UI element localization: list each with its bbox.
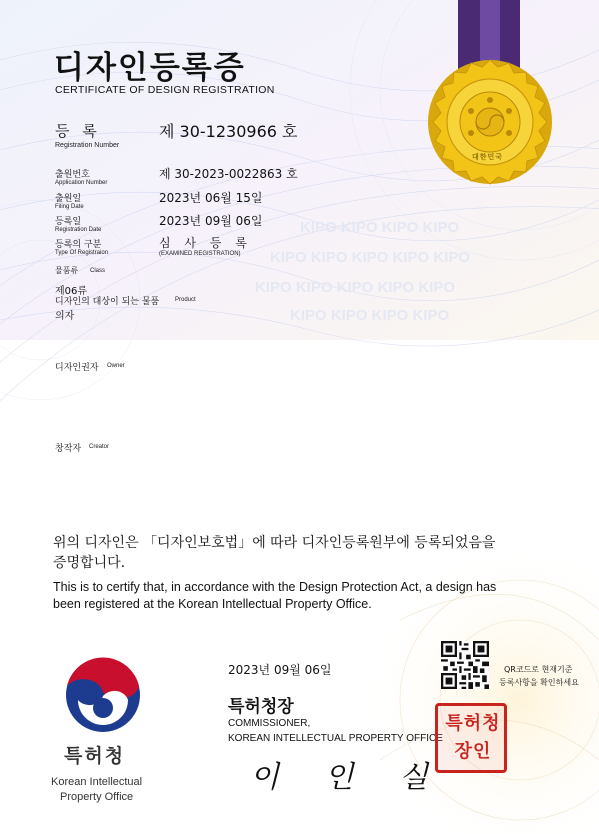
product-label: 디자인의 대상이 되는 물품 bbox=[55, 297, 160, 307]
class-label-en: Class bbox=[90, 268, 106, 274]
issue-date: 2023년 09월 06일 bbox=[228, 663, 332, 677]
svg-text:KIPO KIPO KIPO KIPO: KIPO KIPO KIPO KIPO bbox=[300, 219, 460, 236]
registration-number: 제 30-1230966 호 bbox=[159, 122, 298, 141]
class-value: 제06류 bbox=[55, 286, 88, 297]
registration-date-label-en: Registration Date bbox=[55, 227, 102, 233]
commissioner-title-en-1: COMMISSIONER, bbox=[228, 718, 311, 729]
application-number-label: 출원번호 bbox=[55, 170, 90, 180]
registration-label-en: Registration Number bbox=[55, 142, 120, 149]
seal-text: 특허청장인 bbox=[445, 713, 501, 762]
svg-text:KIPO KIPO KIPO KIPO KIPO: KIPO KIPO KIPO KIPO KIPO bbox=[270, 249, 471, 266]
commissioner-title-en-2: KOREAN INTELLECTUAL PROPERTY OFFICE bbox=[228, 733, 443, 744]
application-number-value: 제 30-2023-0022863 호 bbox=[159, 167, 298, 181]
certification-statement-ko-1: 위의 디자인은 「디자인보호법」에 따라 디자인등록원부에 등록되었음을 bbox=[53, 535, 496, 551]
qr-note-2: 등록사항을 확인하세요 bbox=[499, 678, 579, 687]
page-subtitle: CERTIFICATE OF DESIGN REGISTRATION bbox=[55, 84, 275, 96]
registration-date-value: 2023년 09월 06일 bbox=[159, 214, 263, 228]
kipo-logo-name: 특허청 bbox=[64, 745, 126, 767]
registration-date-label: 등록일 bbox=[55, 217, 82, 227]
certification-statement-en-2: been registered at the Korean Intellectual Property Office. bbox=[53, 597, 372, 611]
registration-type-label-en: Type Of Registraion bbox=[55, 250, 109, 256]
creator-label: 창작자 bbox=[55, 444, 82, 454]
commissioner-signature: 이 인 실 bbox=[250, 760, 447, 795]
application-number-label-en: Application Number bbox=[55, 180, 108, 186]
qr-code[interactable] bbox=[441, 641, 489, 689]
product-value: 의자 bbox=[55, 311, 75, 322]
filing-date-label: 출원일 bbox=[55, 194, 82, 204]
registration-type-value: 심 사 등 록 bbox=[159, 236, 252, 250]
page-title: 디자인등록증 bbox=[54, 50, 246, 86]
owner-label: 디자인권자 bbox=[55, 363, 99, 373]
filing-date-label-en: Filing Date bbox=[55, 204, 84, 210]
registration-type-label: 등록의 구분 bbox=[55, 240, 102, 250]
official-red-seal bbox=[435, 703, 507, 773]
kipo-logo-icon bbox=[64, 656, 142, 734]
certification-statement-ko-2: 증명합니다. bbox=[53, 555, 126, 571]
svg-text:KIPO KIPO KIPO KIPO: KIPO KIPO KIPO KIPO bbox=[290, 307, 450, 324]
kipo-logo-name-en-2: Property Office bbox=[60, 791, 134, 803]
qr-note-1: QR코드로 현재기준 bbox=[504, 665, 573, 674]
filing-date-value: 2023년 06월 15일 bbox=[159, 191, 263, 205]
commissioner-title: 특허청장 bbox=[228, 697, 294, 717]
product-label-en: Product bbox=[175, 297, 196, 303]
registration-label: 등 록 bbox=[55, 122, 101, 140]
svg-text:KIPO KIPO KIPO KIPO KIPO: KIPO KIPO KIPO KIPO KIPO bbox=[255, 279, 456, 296]
owner-label-en: Owner bbox=[107, 363, 125, 369]
creator-label-en: Creator bbox=[89, 444, 110, 450]
kipo-logo-name-en-1: Korean Intellectual bbox=[51, 776, 143, 788]
class-label: 물품류 bbox=[55, 266, 79, 275]
certification-statement-en-1: This is to certify that, in accordance with the Design Protection Act, a design has bbox=[53, 580, 497, 594]
gold-medal-seal bbox=[420, 0, 560, 200]
registration-type-value-en: (EXAMINED REGISTRATION) bbox=[159, 251, 241, 257]
medal-text: 대한민국 bbox=[472, 153, 504, 161]
